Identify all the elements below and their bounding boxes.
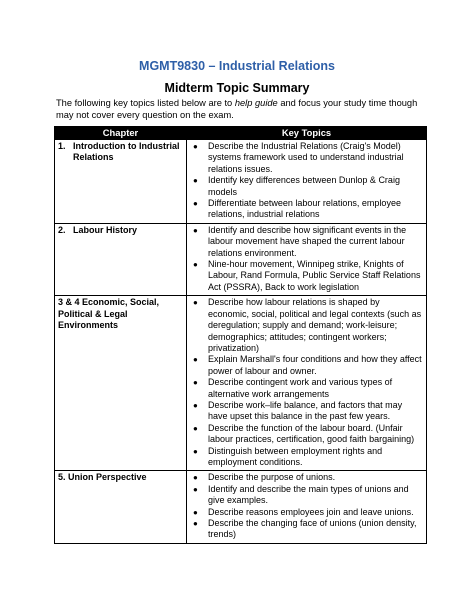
chapter-cell [55, 471, 187, 543]
chapter-cell [55, 140, 187, 224]
intro-text-after: and focus your study time though may not cover every question on the exam. [56, 98, 418, 121]
topic-text: Describe reasons employees join and leave unions. [208, 506, 414, 517]
bullet-icon: ● [193, 176, 198, 186]
chapter-label: 5. Union Perspective [58, 472, 147, 483]
chapter-number: 2. [58, 224, 66, 235]
chapter-label: 3 & 4 Economic, Social, Political & Legal Environments [58, 297, 160, 331]
intro-text-before: The following key topics listed below are to [56, 98, 235, 108]
list-item [190, 400, 423, 423]
topic-text: Describe the function of the labour board. (Unfair labour practices, certification, good faith bargaining) [208, 422, 415, 445]
list-item [190, 297, 423, 354]
list-item [190, 484, 423, 507]
topics-cell [187, 223, 427, 295]
intro-emphasis: help guide [234, 98, 278, 108]
table-row [55, 140, 427, 224]
bullet-icon: ● [193, 225, 198, 235]
list-item [190, 507, 423, 518]
bullet-icon: ● [193, 446, 198, 456]
list-item [190, 259, 423, 293]
topic-list [190, 297, 423, 468]
bullet-icon: ● [193, 355, 198, 365]
bullet-icon: ● [193, 473, 198, 483]
list-item [190, 354, 423, 377]
chapter-label: Labour History [73, 224, 138, 235]
topic-list [190, 225, 423, 293]
topic-text: Describe contingent work and various types of alternative work arrangements [208, 377, 393, 399]
list-item [190, 175, 423, 198]
bullet-icon: ● [193, 298, 198, 308]
topics-cell [187, 471, 427, 543]
chapter-cell [55, 296, 187, 471]
bullet-icon: ● [193, 507, 198, 517]
list-item [190, 446, 423, 469]
list-item [190, 198, 423, 221]
topic-text: Describe the Industrial Relations (Craig's Model) systems framework used to understand industrial relations issues. [208, 141, 404, 174]
bullet-icon: ● [193, 260, 198, 270]
topic-text: Explain Marshall's four conditions and how they affect power of labour and owner. [208, 354, 422, 376]
chapter-number: 1. [58, 141, 66, 151]
list-item [190, 423, 423, 446]
topic-text: Identify and describe the main types of unions and give examples. [208, 483, 409, 506]
chapter-column-header: Chapter [55, 127, 187, 140]
intro-paragraph [56, 97, 426, 121]
table-row [55, 296, 427, 471]
table-row [55, 471, 427, 543]
topic-text: Describe how labour relations is shaped by economic, social, political and legal contexts (such as deregulation; supply and demand; work-leisure; demographics; attitudes; contingent workers; privatization) [208, 297, 422, 353]
table-row [55, 223, 427, 295]
course-title: MGMT9830 – Industrial Relations [139, 59, 335, 73]
topics-cell [187, 296, 427, 471]
list-item [190, 518, 423, 541]
list-item [190, 377, 423, 400]
topic-text: Describe work–life balance, and factors that may have upset this balance in the past few years. [208, 399, 403, 422]
list-item [190, 472, 423, 483]
topic-text: Distinguish between employment rights and employment conditions. [208, 445, 383, 467]
topic-text: Describe the changing face of unions (union density, trends) [208, 518, 417, 540]
topic-list [190, 141, 423, 221]
topics-table [54, 126, 427, 544]
chapter-heading [58, 141, 183, 164]
table-header-row [55, 127, 427, 140]
topic-text: Identify and describe how significant events in the labour movement have shaped the current labour relations environment. [208, 224, 407, 258]
topic-text: Describe the purpose of unions. [208, 472, 336, 483]
chapter-heading [58, 225, 183, 236]
bullet-icon: ● [193, 400, 198, 410]
bullet-icon: ● [193, 423, 198, 433]
list-item [190, 225, 423, 259]
bullet-icon: ● [193, 199, 198, 209]
list-item [190, 141, 423, 175]
document-title: Midterm Topic Summary [164, 81, 310, 95]
topics-cell [187, 140, 427, 224]
topic-list [190, 472, 423, 540]
bullet-icon: ● [193, 378, 198, 388]
topic-text: Nine-hour movement, Winnipeg strike, Knights of Labour, Rand Formula, Public Service Staff Relations Act (PSSRA), Back to work legislation [208, 259, 421, 292]
bullet-icon: ● [193, 142, 198, 151]
bullet-icon: ● [193, 519, 198, 528]
chapter-label: Introduction to Industrial Relations [73, 141, 180, 163]
bullet-icon: ● [193, 484, 198, 494]
key-topics-column-header: Key Topics [187, 127, 427, 140]
topic-text: Identify key differences between Dunlop & Craig models [208, 175, 400, 197]
topic-text: Differentiate between labour relations, employee relations, industrial relations [208, 198, 401, 220]
chapter-cell [55, 223, 187, 295]
